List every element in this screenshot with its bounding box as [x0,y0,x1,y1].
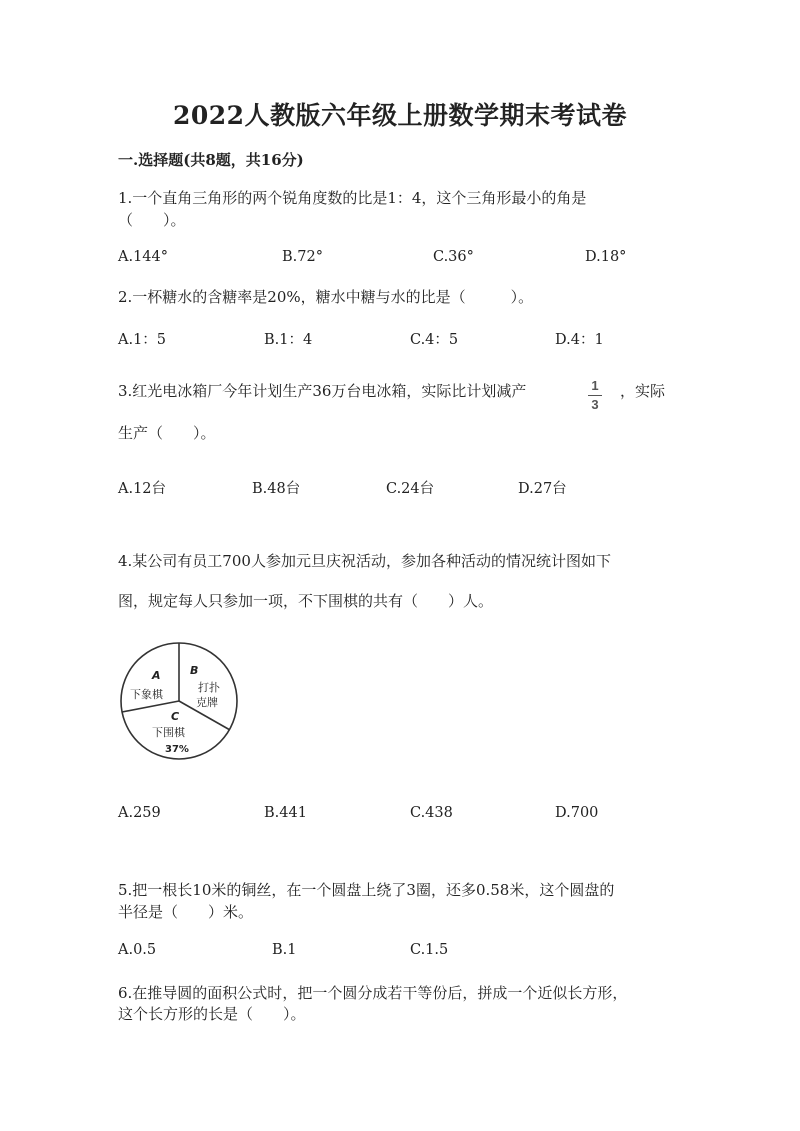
question-5-option-a: A.0.5 [118,942,157,958]
question-4-option-a: A.259 [118,805,161,821]
pie-slice-a-label: 下象棋 [130,688,163,701]
question-5-line-2: 半径是（ ）米。 [118,903,254,921]
question-1-line-2: （ ）。 [118,211,186,229]
question-5-option-c: C.1.5 [410,942,449,958]
pie-slice-c-percent: 37% [165,744,189,755]
pie-slice-b-label-2: 克牌 [196,696,218,709]
question-4-line-1: 4.某公司有员工700人参加元旦庆祝活动，参加各种活动的情况统计图如下 [118,552,611,570]
fraction-denominator: 3 [591,397,599,412]
question-1-option-d: D.18° [585,249,627,265]
question-2-option-b: B.1：4 [264,332,313,348]
question-2-option-c: C.4：5 [410,332,459,348]
question-2-line-1: 2.一杯糖水的含糖率是20%，糖水中糖与水的比是（ ）。 [118,288,534,306]
question-5-line-1: 5.把一根长10米的铜丝，在一个圆盘上绕了3圈，还多0.58米，这个圆盘的 [118,881,615,899]
question-6-line-1: 6.在推导圆的面积公式时，把一个圆分成若干等份后，拼成一个近似长方形， [118,984,628,1002]
question-3-option-b: B.48台 [252,481,301,497]
section-heading: 一.选择题(共8题，共16分) [118,151,304,169]
question-4-line-2: 图，规定每人只参加一项，不下围棋的共有（ ）人。 [118,592,494,610]
question-3-option-c: C.24台 [386,481,435,497]
question-4-option-c: C.438 [410,805,453,821]
question-5-option-b: B.1 [272,942,297,958]
question-1-line-1: 1.一个直角三角形的两个锐角度数的比是1：4，这个三角形最小的角是 [118,189,587,207]
exam-title: 2022人教版六年级上册数学期末考试卷 [172,101,628,130]
fraction-bar [588,395,602,396]
pie-slice-c-letter: C [171,710,180,723]
question-1-option-a: A.144° [118,249,169,265]
question-3-line-1: 3.红光电冰箱厂今年计划生产36万台电冰箱，实际比计划减产 [118,382,527,400]
activity-pie-chart [118,640,243,762]
pie-slice-c-label: 下围棋 [152,726,185,739]
pie-slice-b-letter: B [190,664,199,677]
question-3-option-a: A.12台 [118,481,167,497]
question-6-line-2: 这个长方形的长是（ ）。 [118,1005,306,1023]
question-1-option-b: B.72° [282,249,323,265]
question-2-option-d: D.4：1 [555,332,604,348]
pie-slice-b-label-1: 打扑 [198,681,220,694]
pie-slice-a-letter: A [152,669,161,682]
question-3-line-1-tail: ，实际 [620,382,666,400]
question-4-option-d: D.700 [555,805,599,821]
question-3-line-2: 生产（ ）。 [118,424,216,442]
question-2-option-a: A.1：5 [118,332,167,348]
question-1-option-c: C.36° [433,249,474,265]
question-4-option-b: B.441 [264,805,307,821]
question-3-option-d: D.27台 [518,481,567,497]
fraction-one-third [588,378,602,413]
fraction-numerator: 1 [591,378,599,393]
